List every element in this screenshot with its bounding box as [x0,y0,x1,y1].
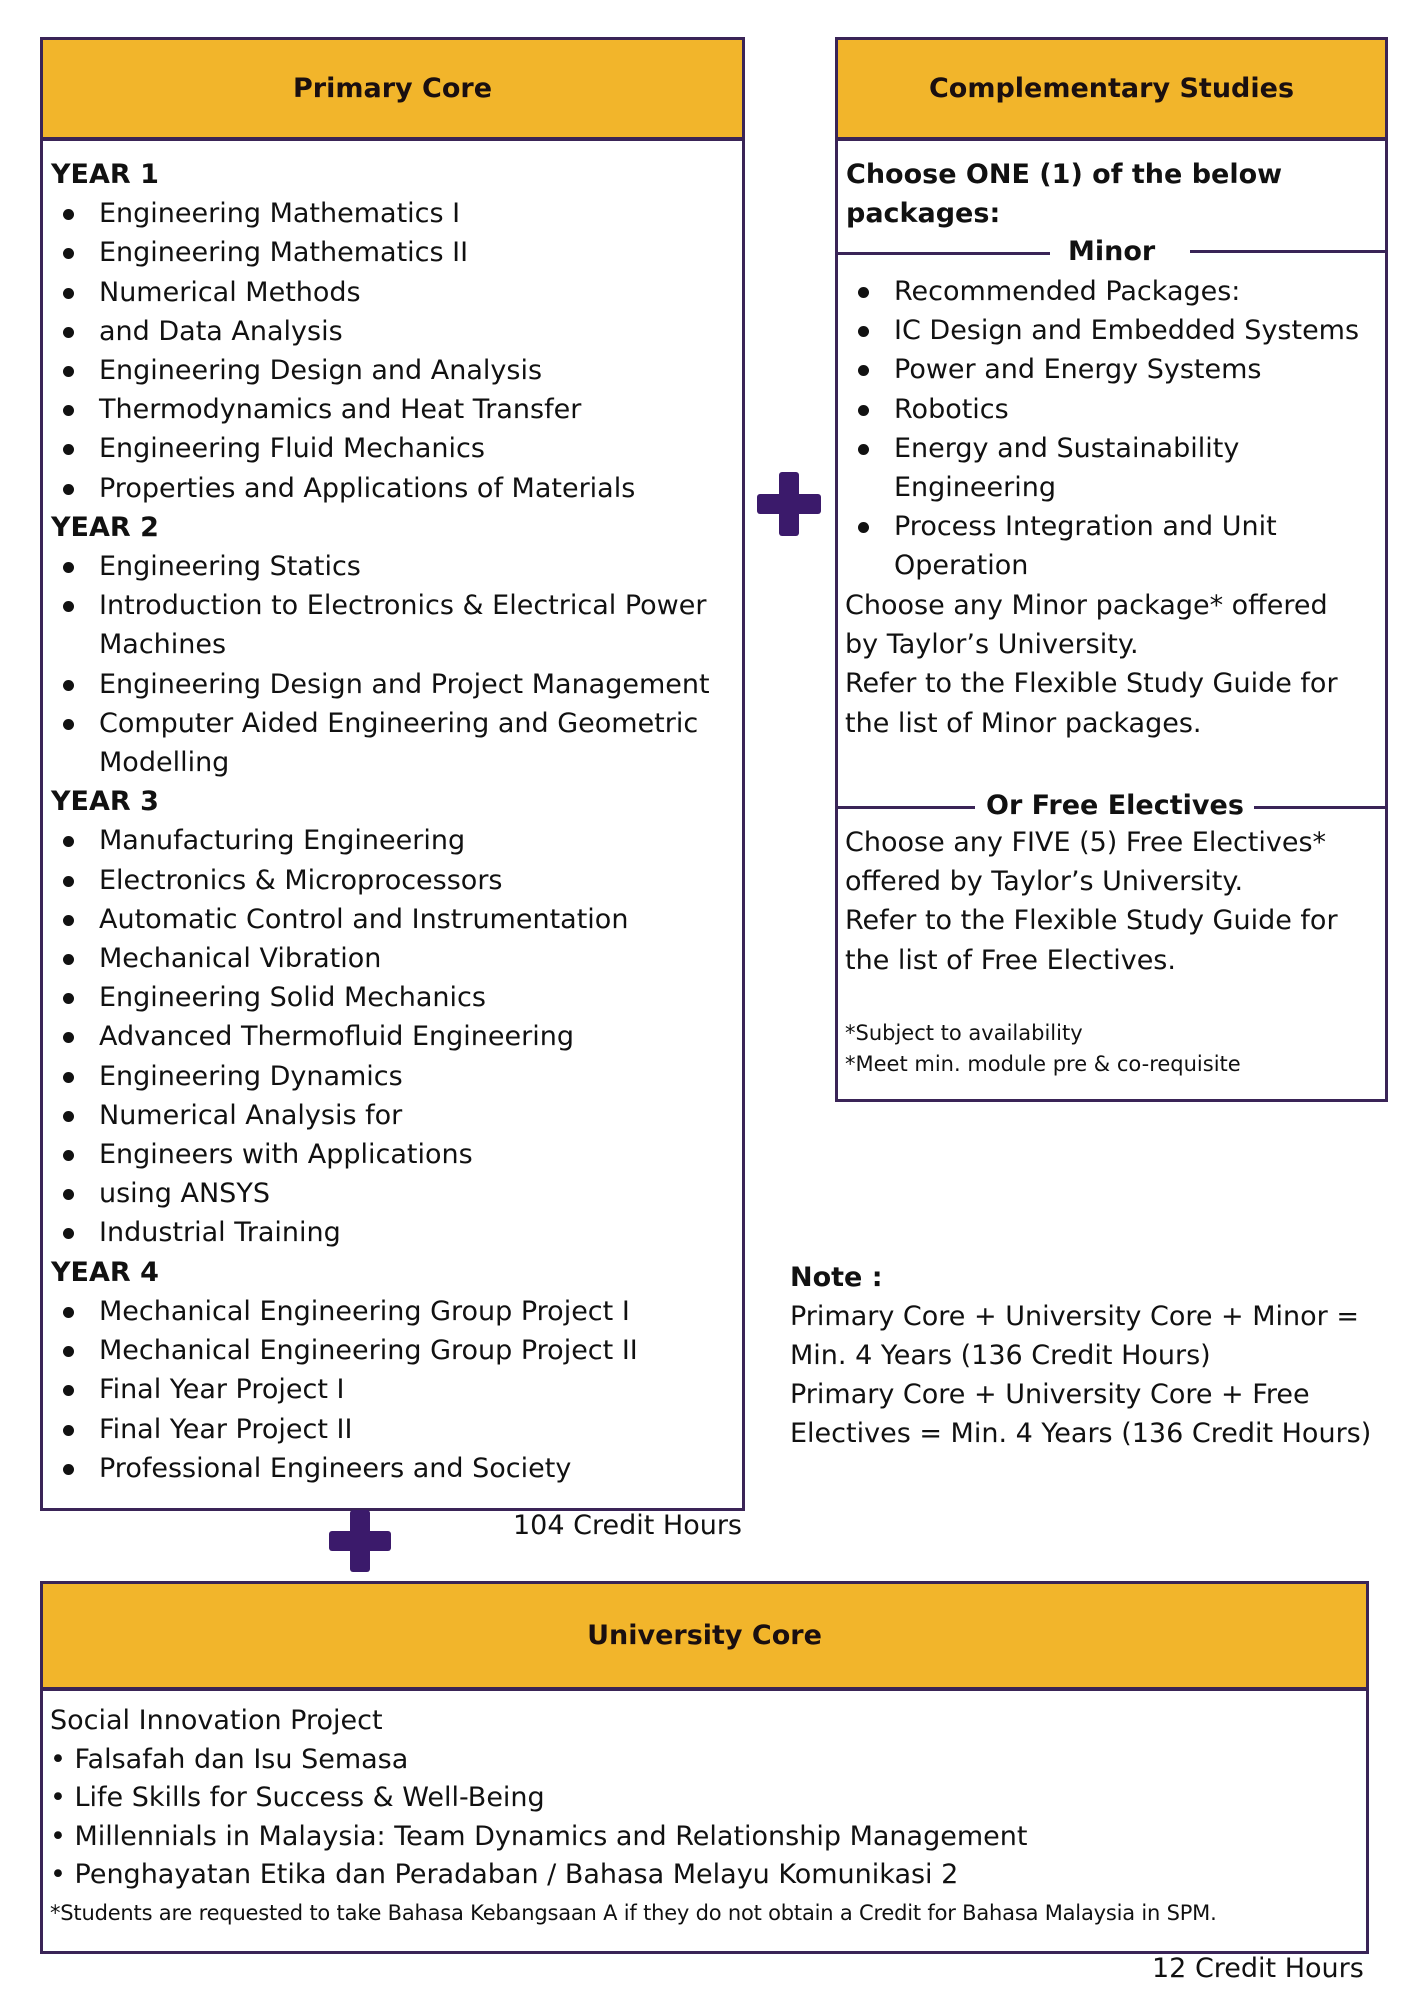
list-item-text: Mechanical Engineering Group Project I [99,1295,630,1327]
list-item [51,586,734,625]
list-item-text: Engineering Mathematics I [99,198,461,230]
list-item-text: Operation [894,550,1029,582]
list-item-text: IC Design and Embedded Systems [894,315,1360,347]
university-core-item: • Life Skills for Success & Well-Being [50,1782,545,1813]
primary-core-box [40,37,745,1511]
list-item [846,390,1377,429]
bullet-icon [63,719,74,730]
minor-description [845,586,1377,743]
bullet-icon [63,1307,74,1318]
list-item [51,665,734,704]
list-item [51,939,734,978]
list-item [51,743,734,782]
bullet-icon [63,680,74,691]
list-item-text: Recommended Packages: [894,276,1241,307]
list-item [51,547,734,586]
bullet-icon [63,836,74,847]
intro-line: packages: [846,198,1001,230]
list-item-text: Engineers with Applications [99,1139,473,1171]
complementary-intro [846,155,1377,233]
plus-icon [329,1510,391,1572]
list-item [846,546,1377,585]
list-item [51,1135,734,1174]
note-title: Note : [790,1262,883,1293]
list-item-text: Machines [99,629,227,661]
bullet-icon [63,1228,74,1239]
list-item [51,233,734,272]
list-item-text: Computer Aided Engineering and Geometric [99,707,699,739]
list-item [51,900,734,939]
list-item-text: Industrial Training [99,1217,341,1249]
list-item [51,1213,734,1252]
list-item-text: Robotics [894,393,1009,425]
university-core-header [43,1584,1366,1691]
note-line: Min. 4 Years (136 Credit Hours) [790,1340,1211,1371]
university-core-footnote: *Students are requested to take Bahasa Kebangsaan A if they do not obtain a Credit for Bahasa Malaysia in SPM. [50,1900,1217,1925]
list-item [846,468,1377,507]
list-item [51,861,734,900]
bullet-icon [858,326,869,337]
list-item [51,469,734,508]
bullet-icon [63,954,74,965]
bullet-icon [63,1425,74,1436]
minor-text-line: by Taylor’s University. [845,629,1139,661]
list-item-text: Numerical Analysis for [99,1099,403,1131]
bullet-icon [63,915,74,926]
list-item [51,978,734,1017]
note-line: Primary Core + University Core + Free [790,1379,1310,1410]
list-item-text: Professional Engineers and Society [99,1452,572,1484]
primary-core-header [43,40,742,141]
list-item-text: Advanced Thermofluid Engineering [99,1021,574,1053]
minor-label: Minor [1058,234,1165,270]
bullet-icon [858,287,869,298]
list-item-text: Mechanical Vibration [99,943,382,975]
bullet-icon [63,562,74,573]
bullet-icon [63,1346,74,1357]
list-item [51,821,734,860]
complementary-footnotes [845,1018,1377,1080]
university-core-title: University Core [587,1620,822,1651]
list-item [51,625,734,664]
bullet-icon [858,365,869,376]
list-item-text: Energy and Sustainability [894,432,1240,464]
list-item [51,194,734,233]
year-heading: YEAR 3 [51,786,159,818]
bullet-icon [63,209,74,220]
university-core-box [40,1581,1369,1954]
list-item [51,390,734,429]
list-item-text: Engineering Design and Analysis [99,355,543,387]
list-item-text: Numerical Methods [99,276,361,308]
list-item [51,1449,734,1488]
bullet-icon [63,1464,74,1475]
plus-icon [757,472,821,536]
bullet-icon [63,444,74,455]
bullet-icon [63,1032,74,1043]
list-item-text: Electronics & Microprocessors [99,864,503,896]
list-item [51,1174,734,1213]
list-item-text: and Data Analysis [99,315,343,347]
electives-description [845,823,1377,980]
bullet-icon [63,876,74,887]
bullet-icon [63,327,74,338]
list-item-text: Mechanical Engineering Group Project II [99,1335,638,1367]
year-heading: YEAR 2 [51,511,159,543]
list-item [51,704,734,743]
list-item-text: Engineering Mathematics II [99,237,469,269]
list-item [51,1331,734,1370]
list-item [846,429,1377,468]
bullet-icon [858,444,869,455]
electives-text-line: Refer to the Flexible Study Guide for [845,905,1338,937]
list-item-text: Automatic Control and Instrumentation [99,903,629,935]
minor-text-line: the list of Minor packages. [845,707,1202,739]
list-item [51,1370,734,1409]
complementary-studies-box [835,37,1388,1102]
bullet-icon [63,601,74,612]
university-core-item: • Penghayatan Etika dan Peradaban / Bahasa Melayu Komunikasi 2 [50,1859,959,1890]
list-item [51,1292,734,1331]
university-core-credit-hours: 12 Credit Hours [1152,1953,1364,1984]
list-item-text: Engineering Fluid Mechanics [99,433,485,465]
list-item-text: Engineering [894,472,1056,504]
bullet-icon [63,248,74,259]
list-item [51,1096,734,1135]
bullet-icon [63,1189,74,1200]
primary-core-credit-hours: 104 Credit Hours [513,1510,742,1541]
list-item [51,312,734,351]
bullet-icon [858,522,869,533]
list-item-text: Manufacturing Engineering [99,825,466,857]
list-item [51,273,734,312]
primary-core-list [51,155,734,1488]
list-item-text: Thermodynamics and Heat Transfer [99,394,582,426]
bullet-icon [63,405,74,416]
footnote: *Meet min. module pre & co-requisite [845,1052,1241,1076]
bullet-icon [63,1072,74,1083]
minor-text-line: Refer to the Flexible Study Guide for [845,668,1338,700]
bullet-icon [63,993,74,1004]
list-item-text: Introduction to Electronics & Electrical Power [99,590,707,622]
list-item [51,429,734,468]
list-item-text: Final Year Project I [99,1374,345,1406]
list-item [846,350,1377,389]
primary-core-title: Primary Core [292,73,493,104]
list-item-text: Final Year Project II [99,1413,353,1445]
minor-text-line: Choose any Minor package* offered [845,590,1328,621]
list-item [846,272,1377,311]
electives-text-line: Choose any FIVE (5) Free Electives* [845,827,1327,858]
list-item [51,351,734,390]
bullet-icon [63,1150,74,1161]
list-item [51,1057,734,1096]
note-section [790,1258,1371,1453]
list-item-text: Engineering Solid Mechanics [99,982,486,1014]
bullet-icon [63,1385,74,1396]
university-core-item: • Falsafah dan Isu Semasa [50,1743,409,1775]
footnote: *Subject to availability [845,1021,1083,1045]
university-core-item: • Millennials in Malaysia: Team Dynamics and Relationship Management [50,1820,1028,1852]
university-core-list [50,1702,1358,1931]
bullet-icon [63,288,74,299]
list-item-text: Engineering Design and Project Management [99,668,710,700]
note-line: Electives = Min. 4 Years (136 Credit Hours) [790,1418,1372,1449]
complementary-studies-header [838,40,1385,141]
electives-text-line: the list of Free Electives. [845,944,1176,976]
note-line: Primary Core + University Core + Minor = [790,1301,1359,1332]
list-item [846,507,1377,546]
bullet-icon [63,1111,74,1122]
intro-line: Choose ONE (1) of the below [846,159,1283,190]
electives-text-line: offered by Taylor’s University. [845,866,1244,898]
list-item-text: Engineering Statics [99,551,361,583]
list-item [846,311,1377,350]
list-item-text: Modelling [99,747,230,779]
year-heading: YEAR 1 [51,159,159,190]
list-item-text: Properties and Applications of Materials [99,472,636,504]
free-electives-label: Or Free Electives [976,788,1254,824]
university-core-item: Social Innovation Project [50,1705,383,1736]
year-heading: YEAR 4 [51,1256,159,1288]
list-item-text: Engineering Dynamics [99,1060,403,1092]
complementary-studies-title: Complementary Studies [928,73,1295,104]
list-item-text: Power and Energy Systems [894,354,1262,386]
list-item [51,1410,734,1449]
list-item-text: Process Integration and Unit [894,511,1277,543]
bullet-icon [63,366,74,377]
list-item [51,1017,734,1056]
bullet-icon [858,405,869,416]
minor-package-list [846,272,1377,586]
list-item-text: using ANSYS [99,1178,270,1210]
bullet-icon [63,484,74,495]
